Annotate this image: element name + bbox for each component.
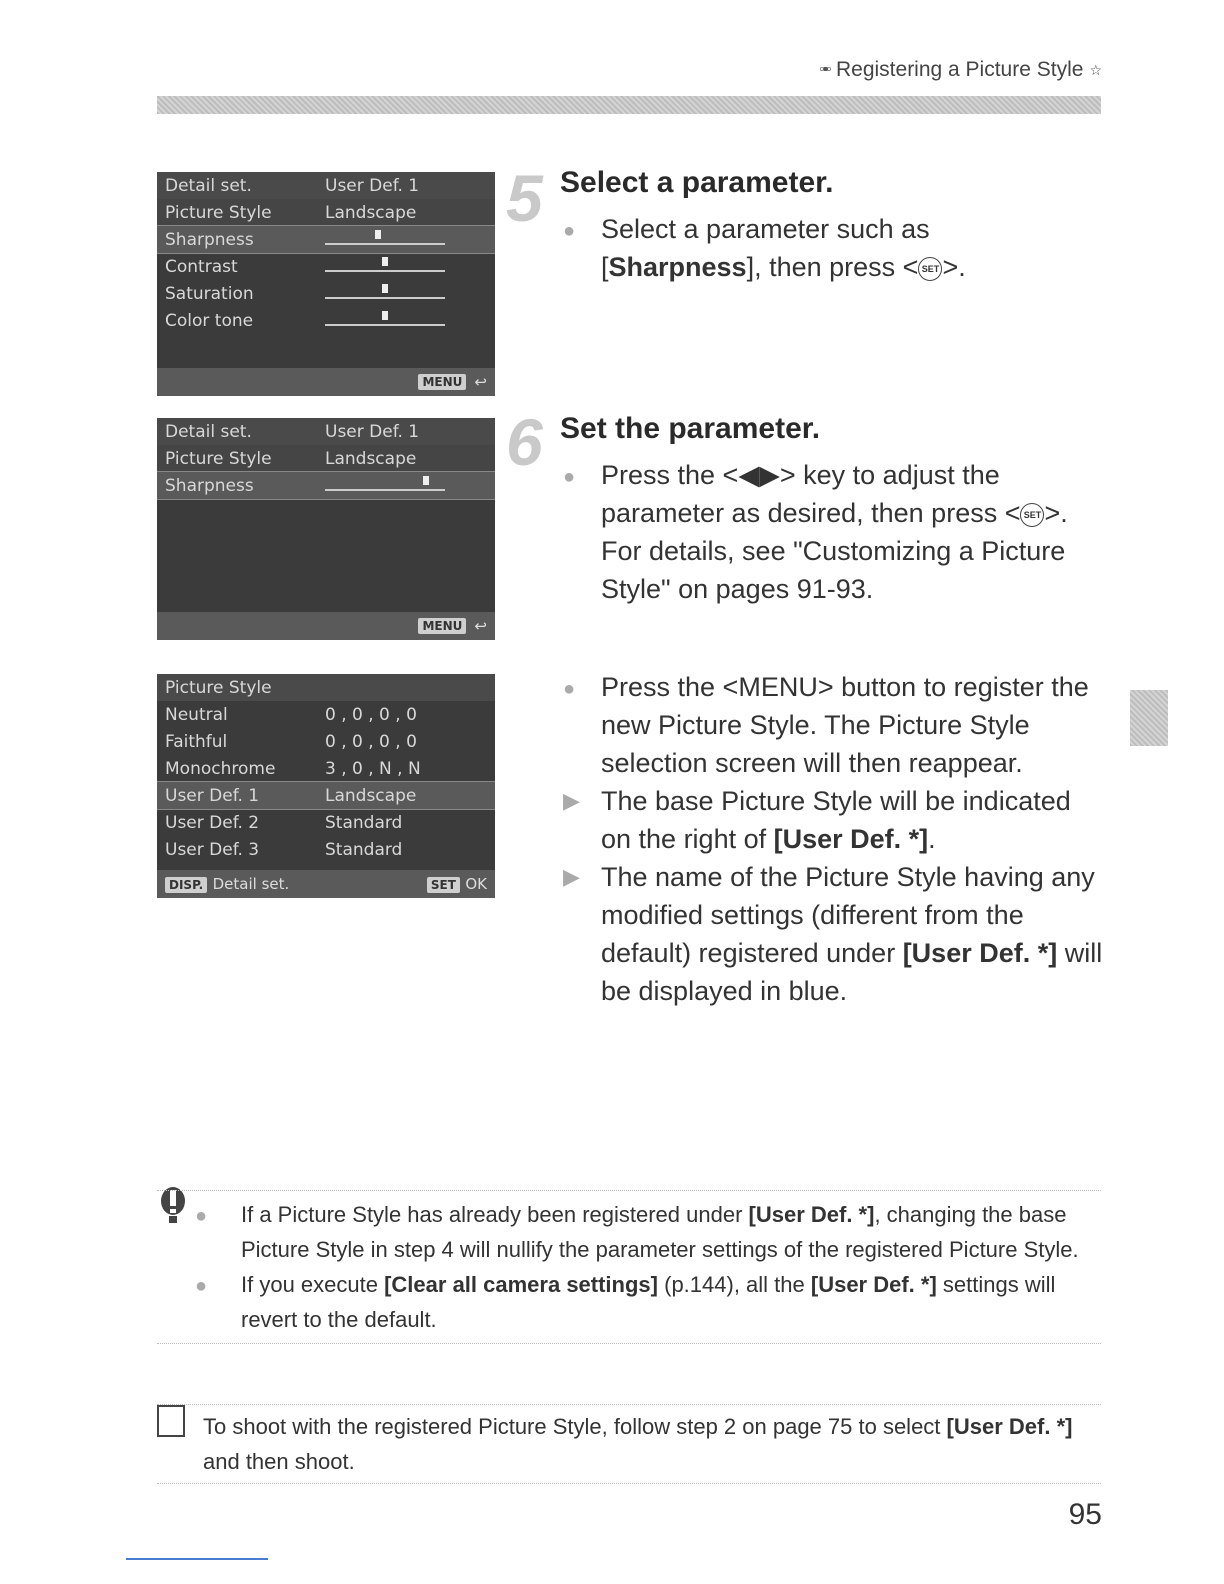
lcd-header-right: User Def. 1 (325, 421, 420, 442)
style-value: Landscape (325, 785, 417, 806)
lcd-row-label: Sharpness (165, 475, 254, 496)
step-text: will be displayed in blue. (601, 938, 1103, 1006)
set-button-icon: SET (1020, 503, 1044, 527)
lcd-row-monochrome (157, 755, 495, 782)
left-right-key-icon: ◀▶ (738, 460, 780, 490)
lcd-header (157, 418, 495, 445)
lcd-header-left: Detail set. (165, 421, 252, 442)
caution-text: , changing the base Picture Style in step 4 will nullify the parameter settings of the registered Picture Style. (241, 1202, 1079, 1262)
header-bar (157, 96, 1101, 114)
lcd-row-user-def-3 (157, 836, 495, 863)
lcd-row-faithful (157, 728, 495, 755)
bullet-icon: ● (563, 678, 576, 700)
lcd-footer (157, 870, 495, 898)
bullet-icon: ● (563, 466, 576, 488)
note-text: and then shoot. (203, 1449, 355, 1474)
set-button-icon: SET (427, 877, 460, 893)
picture-style-icon: ◦▪◦ (818, 61, 830, 78)
caution-text: (p.144), all the (658, 1272, 811, 1297)
lcd-sub-right: Landscape (325, 202, 417, 223)
lcd-row-label: Contrast (165, 256, 238, 277)
step-5-text: , then press < (754, 252, 919, 282)
lcd-header (157, 172, 495, 199)
user-def-term: [User Def. *] (748, 1202, 875, 1227)
lcd-header-title: Picture Style (165, 677, 272, 698)
step-5-body: ● Select a parameter such as [Sharpness], then press < SET >. (563, 210, 1103, 286)
style-name: User Def. 1 (165, 785, 260, 806)
lcd-row-label: Sharpness (165, 229, 254, 250)
footer-ok-label: OK (465, 875, 487, 893)
lcd-row-user-def-2 (157, 809, 495, 836)
step-5-text: Select a parameter such as (601, 214, 930, 244)
advanced-star-icon: ☆ (1089, 61, 1102, 78)
lcd-screen-picture-style (157, 674, 495, 898)
style-name: Faithful (165, 731, 228, 752)
step-text: > button to register the new Picture Style. The Picture Style selection screen will then reappear. (601, 672, 1089, 778)
header-title: Registering a Picture Style (835, 58, 1084, 81)
saturation-slider (325, 289, 445, 299)
lcd-subheader (157, 199, 495, 226)
bullet-icon: ● (563, 220, 576, 242)
step-5-title: Select a parameter. (560, 166, 834, 199)
style-name: Monochrome (165, 758, 276, 779)
disp-button-icon: DISP. (165, 877, 207, 893)
lcd-row-color-tone (157, 307, 495, 334)
step-6-text: Press the < (601, 460, 739, 490)
lcd-screen-sharpness (157, 418, 495, 640)
step-number-6: 6 (506, 405, 543, 479)
menu-button-icon: MENU (418, 374, 466, 390)
return-icon: ↩ (474, 373, 487, 391)
lcd-sub-left: Picture Style (165, 202, 272, 223)
style-value: Standard (325, 812, 403, 833)
contrast-slider (325, 262, 445, 272)
step-6-title: Set the parameter. (560, 412, 821, 445)
lcd-header-left: Detail set. (165, 175, 252, 196)
running-header (819, 58, 1102, 82)
caution-text: settings will revert to the default. (241, 1272, 1056, 1332)
sharpness-term: Sharpness (608, 252, 747, 282)
style-name: User Def. 3 (165, 839, 260, 860)
result-arrow-icon: ▶ (563, 864, 580, 889)
clear-settings-term: [Clear all camera settings] (384, 1272, 658, 1297)
lcd-footer (157, 368, 495, 396)
footer-detail-label: Detail set. (212, 875, 290, 893)
step-5-text: >. (942, 252, 966, 282)
style-name: Neutral (165, 704, 228, 725)
lcd-row-sharpness (157, 472, 495, 499)
caution-text: If you execute (241, 1272, 385, 1297)
lcd-row-user-def-1 (157, 782, 495, 809)
lcd-row-saturation (157, 280, 495, 307)
style-name: User Def. 2 (165, 812, 260, 833)
step-text: The base Picture Style will be indicated on the right of (601, 786, 1071, 854)
style-value: 0 , 0 , 0 , 0 (325, 704, 417, 725)
step-6-details: For details, see "Customizing a Picture Style" on pages 91-93. (601, 536, 1066, 604)
step-number-5: 5 (506, 161, 543, 235)
note-text: To shoot with the registered Picture Style, follow step 2 on page 75 to select (203, 1414, 947, 1439)
step-6-body (563, 456, 1103, 608)
note-box (157, 1404, 1101, 1484)
style-value: 3 , 0 , N , N (325, 758, 421, 779)
lcd-screen-detail-set (157, 172, 495, 396)
step-text: Press the < (601, 672, 739, 702)
return-icon: ↩ (474, 617, 487, 635)
menu-button-icon: MENU (738, 672, 818, 702)
menu-button-icon: MENU (418, 618, 466, 634)
lcd-subheader (157, 445, 495, 472)
lcd-header-right: User Def. 1 (325, 175, 420, 196)
color-tone-slider (325, 316, 445, 326)
sharpness-slider (325, 235, 445, 245)
lcd-footer (157, 612, 495, 640)
user-def-term: [User Def. *] (810, 1272, 937, 1297)
user-def-term: [User Def. *] (902, 938, 1058, 968)
bullet-icon: ● (195, 1275, 208, 1297)
lcd-row-sharpness (157, 226, 495, 253)
set-button-icon: SET (918, 257, 942, 281)
user-def-term: [User Def. *] (773, 824, 929, 854)
step-text: . (928, 824, 936, 854)
step-6-text: > key to adjust the parameter as desired, then press < (601, 460, 1021, 528)
bullet-icon: ● (195, 1205, 208, 1227)
lcd-row-label: Saturation (165, 283, 254, 304)
caution-box (157, 1190, 1101, 1344)
sharpness-slider (325, 481, 445, 491)
lcd-row-contrast (157, 253, 495, 280)
step-6-more (563, 668, 1103, 1010)
section-tab (1130, 690, 1168, 746)
lcd-row-label: Color tone (165, 310, 254, 331)
footer-rule (126, 1558, 268, 1560)
result-arrow-icon: ▶ (563, 788, 580, 813)
lcd-sub-left: Picture Style (165, 448, 272, 469)
lcd-header (157, 674, 495, 701)
style-value: 0 , 0 , 0 , 0 (325, 731, 417, 752)
step-text: The name of the Picture Style having any modified settings (different from the default) registered under (601, 862, 1095, 968)
lcd-sub-right: Landscape (325, 448, 417, 469)
lcd-row-neutral (157, 701, 495, 728)
step-6-text: >. (1044, 498, 1068, 528)
style-value: Standard (325, 839, 403, 860)
user-def-term: [User Def. *] (946, 1414, 1073, 1439)
caution-text: If a Picture Style has already been registered under (241, 1202, 749, 1227)
page-number: 95 (1068, 1498, 1102, 1531)
